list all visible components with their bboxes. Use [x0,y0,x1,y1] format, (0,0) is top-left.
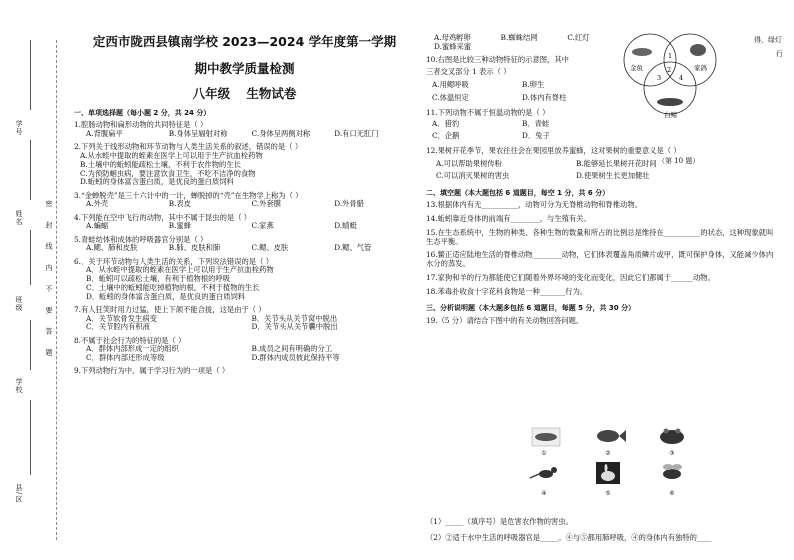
venn-label-goldfish: 金鱼 [630,64,643,72]
q9-continuation-2: 行 [776,50,783,58]
binding-line [30,230,31,285]
venn-region-2: 2 [667,66,672,74]
options-row [432,94,612,103]
animal-label-5: ⑤ [605,490,611,497]
option-b: B.卵生 [522,80,545,89]
option-c: C．关节腔内有积液 [86,322,150,332]
options-row [86,244,417,253]
option-c: C.红灯 [567,33,590,42]
question-19: 19.（5 分）请结合下图中的有关动物回答问题。 [426,315,584,325]
right-column [424,0,786,560]
option-b: B．青蛙 [522,119,550,129]
animal-label-6: ⑥ [669,490,675,497]
option-a: A．关节软骨发生病变 [86,313,157,323]
q9-continuation: 得，绿灯 [754,36,782,44]
question-12: 12.果树开花季节，果农往往会在果园里放养蜜蜂，这对果树的重要意义是（ ） [426,145,681,155]
options-row [436,172,716,181]
option-d: D.蚯蚓的身体富含蛋白质，是优良的蛋白质饲料 [80,177,234,187]
exam-school-term: 定西市陇西县镇南学校 2023—2024 学年度第一学期 [92,34,397,49]
animal-label-3: ③ [669,450,675,457]
venn-diagram [612,28,730,120]
venn-region-3: 3 [657,74,662,82]
question-11: 11.下列动物不属于恒温动物的是（ ） [426,107,550,117]
binding-field-class: 班级 [15,296,23,312]
fill-question-17: 17.家狗和羊的行为都能使它们随着外界环境的变化而变化，因此它们都属于______动物。 [426,272,715,282]
options-row [86,200,417,209]
fill-question-13: 13.根据体内有无__________，动物可分为无脊椎动物和脊椎动物。 [426,200,642,210]
option-a: A．群体内部形成一定的组织 [86,344,179,354]
option-c: C.外套膜 [251,199,282,209]
option-a: A.蝙蝠 [86,221,109,231]
option-a: A.鳃、肺和皮肤 [86,243,138,253]
option-c: C.鳃、皮肤 [251,243,289,253]
question-5: 5.青蛙幼体和成体的呼吸器官分别是（ ） [74,234,208,244]
option-a: A.用鳃呼吸 [432,80,469,89]
pigeon-icon [690,44,706,56]
option-b: B.表皮 [168,199,192,209]
option-c: C．企鹅 [432,131,460,140]
option-c: C．土壤中的蚯蚓能吃掉植物的根，不利于植物的生长 [86,282,260,292]
seal-line [56,40,57,540]
seal-line-text: 密 封 线 内 不 要 答 题 [45,200,53,362]
question-3: 3.“金蝉脱壳”是三十六计中的一计，蝉脱掉的“壳”在生物学上称为（ ） [74,190,303,200]
fish-illustration [597,430,626,442]
question-9: 9.下列动物行为中，属于学习行为的一项是（ ） [74,366,230,376]
options-row [86,222,417,231]
option-d: D.使果树生长更加健壮 [576,171,650,181]
option-c: C.可以消灭果树的害虫 [436,171,510,181]
option-a: A.母鸡孵卵 [434,33,471,42]
question-1: 1.腔肠动物和扁形动物的共同特征是（ ） [74,120,208,130]
question-10: 10.右图是比较三种动物特征的示意图，其中 [426,54,569,64]
option-d: D．蚯蚓的身体富含蛋白质，是优良的蛋白质饲料 [86,291,246,301]
frog-illustration [660,429,684,445]
fill-question-14: 14.蚯蚓靠近身体的前端有________，与生殖有关。 [426,214,591,224]
option-b: B.肺、皮肤和肺 [168,243,221,253]
question-6: 6.．关于环节动物与人类生活的关系，下列说法错误的是（ ） [74,256,273,266]
question-8: 8.不属于社会行为的特征的是（ ） [74,335,186,345]
question-2: 2.下列关于线形动物和环节动物与人类生活关系的叙述，错误的是（ ） [74,142,303,152]
fill-question-15: 15.在生态系统中，生物的种类、各种生物的数量和所占的比例总是维持在__________的状态，这种现象就叫生态平衡。 [426,227,774,246]
fill-question-18: 18.苯毒扑收食十字花科食物是一种_______行为。 [426,286,588,296]
animal-figure [524,422,704,502]
option-d: D.蜜蜂采蜜 [434,41,472,51]
venn-region-4: 4 [679,74,684,82]
locust-illustration [532,428,560,446]
venn-label-whale: 白鲸 [664,111,677,119]
option-b: B.蜜蜂 [168,221,192,231]
options-row [86,354,417,363]
option-d: D.体内有脊柱 [522,92,567,102]
option-b: B.身体呈辐射对称 [168,129,228,139]
binding-margin [0,0,62,560]
option-a: A．从水蛭中提取的蛭素在医学上可以用于生产抗血栓药物 [86,265,274,275]
binding-line [30,40,31,110]
exam-name: 期中教学质量检测 [194,61,295,76]
binding-line [30,140,31,200]
section-title: 二、填空题（本大题包括 6 道题目，每空 1 分，共 6 分） [426,189,610,197]
option-d: D．兔子 [522,131,550,140]
bird-illustration [530,467,557,478]
animal-label-4: ④ [541,490,547,497]
exam-grade-subject: 八年级 生物试卷 [192,86,297,101]
options-row [86,323,417,332]
option-d: D.群体内成员彼此保持平等 [251,353,340,363]
option-b: B.成员之间有明确的分工 [251,344,333,354]
option-c: C.身体呈两侧对称 [251,129,311,139]
option-b: B．蚯蚓可以疏松土壤，有利于植物根的呼吸 [86,274,231,284]
animal-label-1: ① [541,450,547,457]
options-row [432,120,612,129]
section-title: 一、单项选择题（每小题 2 分，共 24 分） [74,109,211,117]
options-row [432,81,612,90]
binding-field-school: 学校 [15,378,23,394]
question-10-line2: 三者交叉部分 1 表示（ ） [426,67,511,77]
question-19-sub1: （1）_____（填序号）是危害农作物的害虫。 [426,517,573,526]
option-a: A.从水蛭中提取的蛭素在医学上可以用于生产抗血栓药物 [80,151,263,161]
left-column [72,0,417,560]
option-a: A.背腹扁平 [86,129,123,139]
section-title: 三、分析说明题（本大题多包括 6 道题目，每题 5 分，共 30 分） [426,304,636,313]
option-a: A．猎豹 [432,119,460,129]
bee-illustration [663,464,682,479]
venn-circle-pigeon [664,34,716,86]
venn-region-1: 1 [668,52,673,60]
fill-question-16: 16.鳖正适应陆地生活的脊椎动物________动物，它们体表覆盖角质鳞片或甲，既可保护身体，又能减少体内水分的蒸发。 [426,250,774,269]
binding-field-name: 姓名 [15,210,23,226]
option-a: A.外壳 [86,199,109,209]
options-row [86,130,417,139]
question-19-sub2: （2）②适于水中生活的呼吸器官是_____。④与⑤都用肺呼吸，④的身体内有独特的____ [426,533,712,542]
option-d: D.蜻蜓 [334,221,357,231]
option-d: D.外骨骼 [334,199,365,209]
option-d: D．关节头从关节囊中脱出 [251,322,338,332]
whale-icon [657,98,683,106]
option-d: D.鳃、气管 [334,243,372,253]
binding-field-student-id: 学号 [15,120,23,136]
binding-line [30,400,31,475]
option-b: B．关节头从关节窝中脱出 [251,313,338,323]
option-a: A.可以帮助果树传粉 [436,158,502,168]
animal-label-2: ② [605,450,611,457]
option-b: B.土壤中的蚯蚓能疏松土壤，不利于农作物的生长 [80,159,241,169]
option-b: B.能够延长果树开花时间 [576,158,657,168]
option-c: C.为预防蛔虫病，要注意饮食卫生，不吃不洁净的食物 [80,168,256,178]
option-d: D.有口无肛门 [334,129,379,139]
venn-circle-goldfish [624,34,676,86]
binding-line [30,320,31,370]
figure-caption: （第 10 题） [658,157,700,165]
question-7: 7.有人狂笑时用力过猛，使上下颌不能合拢，这是由于（ ） [74,304,266,314]
option-c: C.体温恒定 [432,92,469,102]
option-b: B.蜘蛛结网 [500,33,538,42]
question-4: 4.下列能在空中飞行的动物，其中不属于昆虫的是（ ） [74,212,252,222]
options-row [432,132,612,141]
rabbit-illustration [596,462,620,484]
option-c: C．群体内部还形成等级 [86,353,165,363]
option-c: C.家燕 [251,221,274,231]
venn-label-pigeon: 家鸽 [694,64,707,72]
goldfish-icon [632,48,652,56]
binding-field-district: 县/区 [15,484,23,504]
